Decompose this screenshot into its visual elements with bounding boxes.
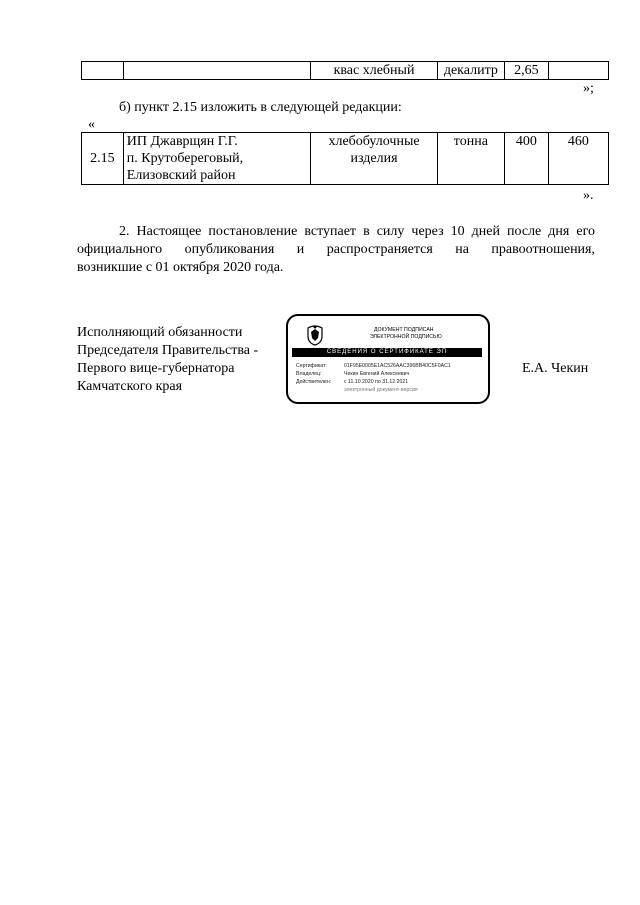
- close-quote-period: ».: [583, 188, 594, 203]
- cell-unit: тонна: [437, 133, 504, 185]
- valid-label: Действителен:: [296, 379, 332, 385]
- position-line: Первого вице-губернатора: [77, 361, 235, 376]
- stamp-header-2: ЭЛЕКТРОННОЙ ПОДПИСЬЮ: [370, 334, 442, 340]
- table-cell: квас хлебный: [311, 62, 437, 80]
- cell-value-2: 460: [548, 133, 608, 185]
- table-cell: [123, 62, 311, 80]
- close-quote-semicolon: »;: [583, 81, 594, 96]
- valid-value: с 11.10.2020 по 31.12.2021: [344, 379, 409, 385]
- stamp-footer: электронный документ-версия: [344, 387, 418, 393]
- cell-name: [123, 133, 311, 185]
- e-signature-stamp: [286, 314, 490, 404]
- cell-number: 2.15: [82, 133, 124, 185]
- owner-value: Чекин Евгений Алексеевич: [344, 371, 410, 377]
- table-cell: [548, 62, 608, 80]
- paragraph-line: возникшие с 01 октября 2020 года.: [77, 260, 284, 275]
- stamp-header-1: ДОКУМЕНТ ПОДПИСАН: [374, 327, 434, 333]
- paragraph-line: 2. Настоящее постановление вступает в силу через 10 дней после дня его: [119, 224, 595, 239]
- cert-value: 01F95E0005E1AC526AAC396BB40C5F0AC1: [344, 363, 451, 369]
- name-line: ИП Джаврщян Г.Г.: [126, 134, 238, 149]
- position-line: Камчатского края: [77, 379, 183, 394]
- name-line: Елизовский район: [126, 168, 236, 183]
- open-quote: «: [88, 117, 95, 132]
- cell-value-1: 400: [504, 133, 548, 185]
- cert-label: Сертификат:: [296, 363, 327, 369]
- paragraph-b: б) пункт 2.15 изложить в следующей редакции:: [119, 100, 402, 115]
- name-line: п. Крутобереговый,: [126, 151, 244, 166]
- table-row: [82, 62, 609, 80]
- main-table: [81, 132, 609, 185]
- table-row: [82, 133, 609, 185]
- paragraph-2: [77, 223, 595, 277]
- table-cell: декалитр: [437, 62, 504, 80]
- coat-of-arms-icon: [306, 324, 324, 346]
- position-line: Председателя Правительства -: [77, 343, 259, 358]
- signatory-position: [77, 324, 258, 396]
- product-line: изделия: [350, 151, 398, 166]
- top-table: [81, 61, 609, 80]
- paragraph-line: официального опубликования и распространяется на правоотношения,: [77, 242, 595, 257]
- product-line: хлебобулочные: [328, 134, 420, 149]
- position-line: Исполняющий обязанности: [77, 325, 243, 340]
- signatory-name: Е.А. Чекин: [522, 361, 589, 376]
- table-cell: 2,65: [504, 62, 548, 80]
- cell-product: [311, 133, 437, 185]
- owner-label: Владелец:: [296, 371, 322, 377]
- table-cell: [82, 62, 124, 80]
- stamp-bar: СВЕДЕНИЯ О СЕРТИФИКАТЕ ЭП: [292, 348, 482, 357]
